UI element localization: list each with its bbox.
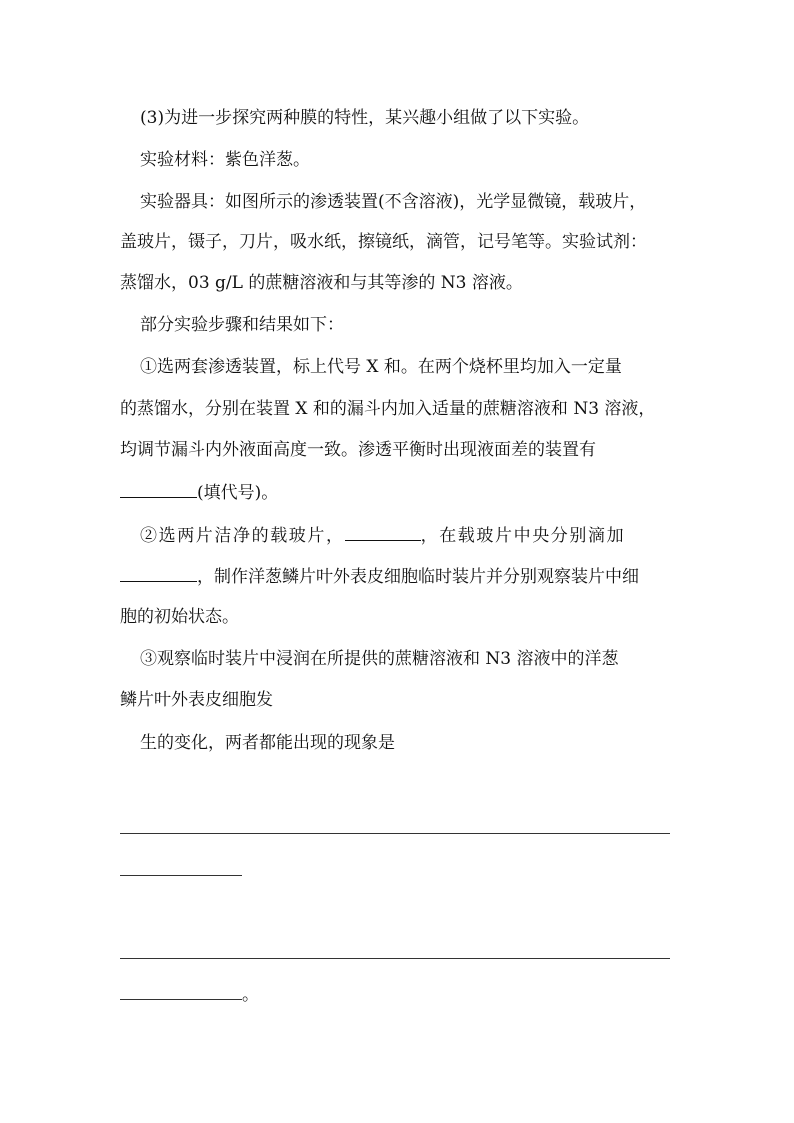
answer-line-4[interactable] (120, 999, 242, 1000)
paragraph-materials: 实验材料：紫色洋葱。 (140, 150, 310, 170)
end-period: 。 (242, 985, 259, 1005)
answer-blank-3[interactable] (120, 563, 197, 582)
paragraph-equipment-line1: 实验器具：如图所示的渗透装置(不含溶液)，光学显微镜，载玻片， (140, 192, 647, 212)
paragraph-equipment-line3: 蒸馏水，03 g/L 的蔗糖溶液和与其等渗的 N3 溶液。 (120, 273, 523, 293)
step3-line2: 鳞片叶外表皮细胞发 (120, 690, 273, 710)
step2-line1 (140, 522, 625, 548)
answer-line-3[interactable] (120, 958, 670, 959)
step1-line1: ①选两套渗透装置，标上代号 X 和。在两个烧杯里均加入一定量 (140, 357, 622, 377)
answer-line-1[interactable] (120, 833, 670, 834)
answer-blank-1[interactable] (120, 479, 197, 498)
step3-line1: ③观察临时装片中浸润在所提供的蔗糖溶液和 N3 溶液中的洋葱 (140, 649, 619, 669)
step2-line3: 胞的初始状态。 (120, 607, 239, 627)
answer-blank-2[interactable] (345, 522, 421, 541)
step2-line2 (120, 563, 639, 589)
step2-line1-suffix: ，在载玻片中央分别滴加 (420, 526, 626, 546)
step1-line4-text: (填代号)。 (197, 483, 279, 503)
step1-line4 (120, 479, 278, 505)
answer-line-2[interactable] (120, 875, 242, 876)
step3-line3: 生的变化，两者都能出现的现象是 (140, 733, 395, 753)
step2-line1-prefix: ②选两片洁净的载玻片， (140, 526, 345, 546)
paragraph-intro: (3)为进一步探究两种膜的特性，某兴趣小组做了以下实验。 (140, 108, 590, 128)
step1-line2: 的蒸馏水，分别在装置 X 和的漏斗内加入适量的蔗糖溶液和 N3 溶液， (120, 399, 656, 419)
step2-line2-text: ，制作洋葱鳞片叶外表皮细胞临时装片并分别观察装片中细 (197, 567, 639, 587)
step1-line3: 均调节漏斗内外液面高度一致。渗透平衡时出现液面差的装置有 (120, 440, 596, 460)
paragraph-steps-heading: 部分实验步骤和结果如下： (140, 315, 344, 335)
paragraph-equipment-line2: 盖玻片，镊子，刀片，吸水纸，擦镜纸，滴管，记号笔等。实验试剂： (120, 232, 647, 252)
